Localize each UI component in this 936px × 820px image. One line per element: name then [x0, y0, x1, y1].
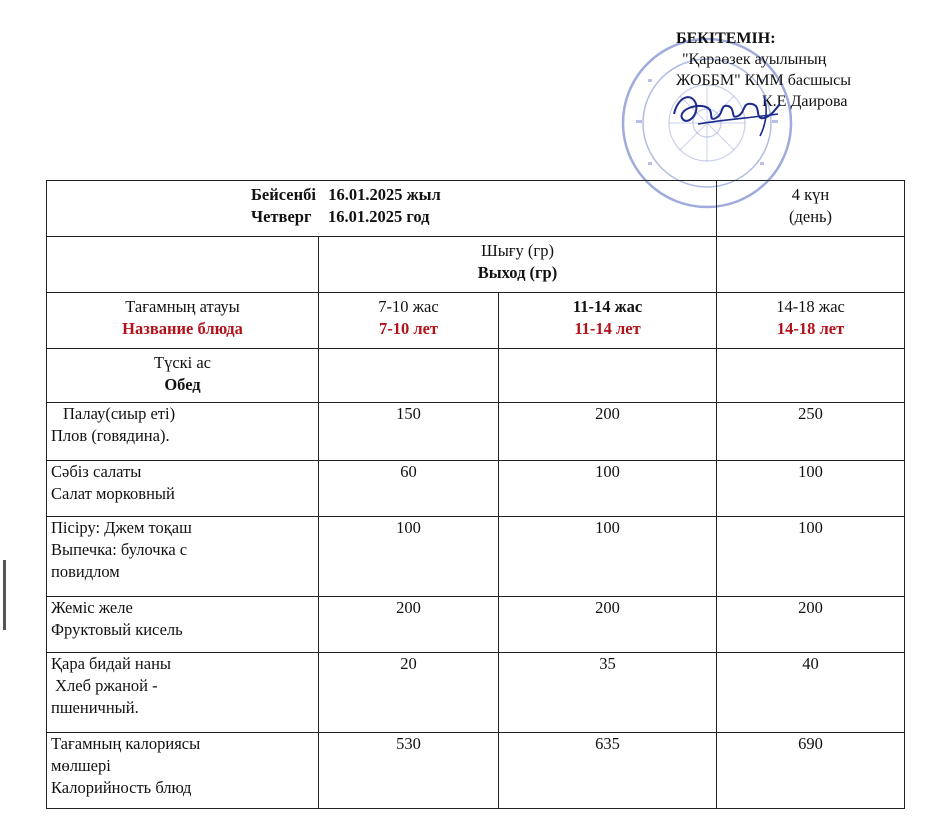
value-age-11-14: 200: [499, 597, 717, 653]
value-age-11-14: 35: [499, 653, 717, 733]
dish-name-cell: [47, 733, 319, 809]
empty-cell: [47, 237, 319, 293]
calories-label-ru: Калорийность блюд: [51, 778, 192, 797]
value-age-7-10: 20: [319, 653, 499, 733]
value-age-11-14: 100: [499, 461, 717, 517]
value-age-14-18: 40: [717, 653, 905, 733]
dish-name-cell: [47, 597, 319, 653]
section-kz: Түскі ас: [153, 353, 212, 372]
dish-name-kz: Жеміс желе: [51, 598, 133, 617]
date-kz: Бейсенбі 16.01.2025 жыл: [251, 185, 441, 204]
column-name-kz: Тағамның атауы: [125, 297, 240, 316]
value-age-7-10: 530: [319, 733, 499, 809]
column-header-age-7-10: [319, 293, 499, 349]
section-cell: [47, 349, 319, 403]
table-row-output: [47, 237, 905, 293]
day-number-cell: [717, 181, 905, 237]
table-row: [47, 403, 905, 461]
dish-name-ru: Фруктовый кисель: [51, 620, 183, 639]
value-age-14-18: 100: [717, 517, 905, 597]
empty-cell: [499, 349, 717, 403]
dish-name-ru-cont: пшеничный.: [51, 698, 139, 717]
approval-school-line: "Қараөзек ауылының: [682, 51, 827, 68]
dish-name-ru: Хлеб ржаной -: [51, 676, 158, 695]
handwritten-signature: [668, 74, 788, 144]
table-row-calories: [47, 733, 905, 809]
dish-name-kz: Пісіру: Джем тоқаш: [51, 518, 192, 537]
value-age-7-10: 100: [319, 517, 499, 597]
output-ru: Выход (гр): [477, 263, 558, 282]
table-row-section: [47, 349, 905, 403]
column-header-age-11-14: [499, 293, 717, 349]
value-age-7-10: 200: [319, 597, 499, 653]
date-cell: [47, 181, 717, 237]
table-row: [47, 461, 905, 517]
dish-name-cell: [47, 653, 319, 733]
value-age-11-14: 635: [499, 733, 717, 809]
dish-name-ru: Плов (говядина).: [51, 426, 170, 445]
dish-name-ru-cont: повидлом: [51, 562, 120, 581]
empty-cell: [717, 349, 905, 403]
approval-director-name: К.Е Даирова: [762, 93, 848, 110]
table-row-column-headers: [47, 293, 905, 349]
column-header-age-14-18: [717, 293, 905, 349]
table-row: [47, 517, 905, 597]
dish-name-kz: Қара бидай наны: [51, 654, 171, 673]
dish-name-ru: Салат морковный: [51, 484, 175, 503]
approval-heading: БЕКІТЕМІН:: [676, 30, 776, 47]
age1-kz: 7-10 жас: [378, 297, 439, 316]
value-age-14-18: 250: [717, 403, 905, 461]
age2-kz: 11-14 жас: [572, 297, 643, 316]
value-age-11-14: 200: [499, 403, 717, 461]
table-row: [47, 597, 905, 653]
age3-kz: 14-18 жас: [776, 297, 845, 316]
age3-ru: 14-18 лет: [776, 319, 845, 338]
menu-table: [46, 180, 905, 809]
column-header-name: [47, 293, 319, 349]
approval-position-line: ЖОББМ" КММ басшысы: [676, 72, 852, 89]
dish-name-cell: [47, 403, 319, 461]
section-ru: Обед: [164, 375, 201, 394]
value-age-14-18: 200: [717, 597, 905, 653]
value-age-7-10: 60: [319, 461, 499, 517]
age2-ru: 11-14 лет: [574, 319, 641, 338]
dish-name-cell: [47, 461, 319, 517]
day-number-kz: 4 күн: [791, 185, 830, 204]
scan-edge-mark: [3, 560, 6, 630]
value-age-14-18: 690: [717, 733, 905, 809]
value-age-7-10: 150: [319, 403, 499, 461]
table-row: [47, 653, 905, 733]
column-name-ru: Название блюда: [122, 319, 243, 338]
output-kz: Шығу (гр): [481, 241, 554, 260]
empty-cell: [319, 349, 499, 403]
calories-label-kz-cont: мөлшері: [51, 756, 111, 775]
value-age-14-18: 100: [717, 461, 905, 517]
dish-name-kz: Палау(сиыр еті): [63, 404, 176, 423]
empty-cell: [717, 237, 905, 293]
value-age-11-14: 100: [499, 517, 717, 597]
output-header-cell: [319, 237, 717, 293]
date-ru: Четверг 16.01.2025 год: [251, 207, 430, 226]
age1-ru: 7-10 лет: [378, 319, 439, 338]
dish-name-cell: [47, 517, 319, 597]
dish-name-kz: Сәбіз салаты: [51, 462, 142, 481]
calories-label-kz: Тағамның калориясы: [51, 734, 201, 753]
dish-name-ru: Выпечка: булочка с: [51, 540, 188, 559]
day-number-ru: (день): [788, 207, 833, 226]
table-row-date: [47, 181, 905, 237]
